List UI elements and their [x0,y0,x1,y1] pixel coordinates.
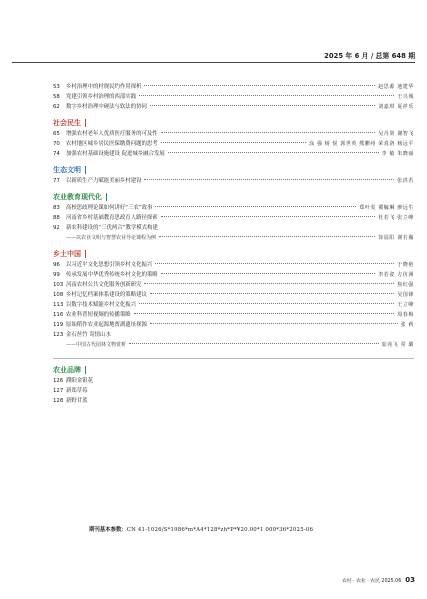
toc-entry [53,320,414,330]
journal-parameters [89,525,313,533]
leader-dots [129,343,379,344]
toc-entry [53,149,414,159]
leader-dots [150,323,398,324]
toc-entry [53,290,414,300]
toc-entry [53,396,414,406]
entry-title: 传承发展中华优秀传统乡村文化的策略 [66,272,158,278]
entry-title: 河南农村公共文化服务创新研究 [66,282,142,288]
entry-authors: 张 莉 [400,322,414,328]
entry-page-number: 126 [53,378,64,384]
leader-dots [168,152,379,153]
toc-entry [53,280,414,290]
leader-dots [144,85,375,86]
entry-page-number: 103 [53,282,64,288]
entry-title: 增强农村老年人优质医疗服务的可及性 [66,131,158,137]
section-bar [85,166,86,174]
entry-page-number: 119 [53,322,64,328]
entry-page-number: 58 [53,94,60,100]
entry-page-number: 92 [53,225,60,231]
section-title: 社会民生 [53,119,81,127]
toc-entry [53,129,414,139]
leader-dots [161,142,306,143]
toc-entry [53,386,414,396]
section-bar [85,119,86,127]
toc-entry [53,330,414,340]
section-heading [53,248,414,260]
entry-page-number: 53 [53,84,60,90]
section-title: 生态文明 [53,166,81,174]
entry-authors: 王立峰 [397,302,414,308]
toc-entry [53,260,414,270]
leader-dots [144,179,394,180]
footer-journal: 农村 · 农业 · 农民 2025.06 [341,579,402,584]
issue-label: 2025 年 6 月 / 总第 648 期 [324,52,415,60]
section-heading [53,164,414,176]
entry-page-number: 96 [53,262,60,268]
entry-page-number: 62 [53,104,60,110]
page-footer [342,576,415,584]
entry-authors: 王兴城 [397,94,414,100]
entry-page-number: 108 [53,292,64,298]
entry-title: 以新质生产力赋能美丽乡村建设 [66,178,142,184]
entry-page-number: 65 [53,131,60,137]
entry-title: 河南省乡村基础教育思政育人路径探索 [66,215,158,221]
toc-entry [53,102,414,112]
entry-authors: 张洪若 [397,178,414,184]
entry-title: 新野甘蓝 [66,398,88,404]
entry-title: 党建引领乡村治理的西部实践 [66,94,137,100]
entry-subtitle: ——以农业文明与智慧农业导论课程为例 [66,235,157,241]
entry-authors: 赵思源 池建华 [378,84,414,90]
leader-dots [155,263,394,264]
entry-authors: 李若姿 方仿洲 [378,272,414,278]
leader-dots [134,313,394,314]
leader-dots [161,273,376,274]
entry-title: 原始稻作农业起源地贾湖遗址探源 [66,322,147,328]
entry-authors: 吴丹贤 谢智飞 [378,131,414,137]
toc-entry [53,82,414,92]
entry-authors: 于晓艳 [397,262,414,268]
leader-dots [150,293,394,294]
section-heading [53,364,414,376]
entry-page-number: 113 [53,302,64,308]
entry-authors: 杜若飞 张立峰 [378,215,414,221]
entry-title: 金石丝竹 寄情山水 [66,332,111,338]
entry-authors: 周春梅 [397,312,414,318]
journal-parameters-value: CN 41-1026/S*1986*m*A4*128*zh*P*¥20.00*1 000*36*2025-06 [126,527,314,533]
toc-entry [53,270,414,280]
section-title: 农业品牌 [53,366,81,374]
entry-title: 加强农村基础设施建设 促进城乡融合发展 [66,151,165,157]
entry-authors: 茹苑飞 常 璐 [381,342,414,348]
entry-authors: 涂 强 杨 悦 郭世英 熊鹏州 荣真洛 杨远平 [309,141,414,147]
entry-page-number: 83 [53,205,60,211]
entry-title: 新农科建设的“三优两合”教学模式构建 [66,225,158,231]
entry-page-number: 128 [53,398,64,404]
entry-authors: 李 敏 朱晓丽 [381,151,414,157]
section-title: 乡土中国 [53,250,81,258]
toc-entry [53,203,414,213]
entry-title: 以习近平文化思想引领乡村文化振兴 [66,262,153,268]
leader-dots [139,95,394,96]
leader-dots [139,303,394,304]
toc-entry [53,310,414,320]
journal-parameters-label: 期刊基本参数： [89,527,127,533]
entry-page-number: 123 [53,332,64,338]
section-separator [53,358,414,359]
toc-entry [53,300,414,310]
leader-dots [150,105,375,106]
entry-title: 乡村治理中的村规民约作用探析 [66,84,142,90]
entry-authors: 刘嘉琪 夏祥乐 [378,104,414,110]
toc-entry [53,213,414,223]
entry-title: 以数字技术赋能乡村文化振兴 [66,302,137,308]
leader-dots [161,216,376,217]
entry-page-number: 99 [53,272,60,278]
section-bar [85,366,86,374]
entry-title: 数字乡村治理中硬法与软法的协同 [66,104,147,110]
leader-dots [155,206,356,207]
entry-subtitle-row [53,233,414,243]
leader-dots [159,236,375,237]
header-rule [12,62,415,63]
section-bar [85,250,86,258]
entry-page-number: 70 [53,141,60,147]
entry-title: 农村地区城乡居民医保缴费问题的思考 [66,141,158,147]
entry-authors: 焦红强 [397,282,414,288]
section-heading [53,191,414,203]
entry-page-number: 88 [53,215,60,221]
entry-title: 新郑草莓 [66,388,88,394]
section-bar [106,193,107,201]
page-number: 03 [405,576,415,584]
toc-entry [53,139,414,149]
entry-page-number: 77 [53,178,60,184]
entry-title: 濮阳金银花 [66,378,93,384]
leader-dots [161,132,376,133]
entry-title: 高校思政理论课如何讲好“三农”故事 [66,205,153,211]
entry-title: 乡村记忆档案体系建设的策略建议 [66,292,147,298]
entry-page-number: 116 [53,312,64,318]
entry-authors: 郑叶雯 冀毓琳 廖远生 [359,205,414,211]
section-title: 农业教育现代化 [53,193,102,201]
entry-page-number: 127 [53,388,64,394]
entry-authors: 徐晨阳 谢若瀚 [378,235,414,241]
leader-dots [144,283,394,284]
table-of-contents [53,82,414,406]
entry-subtitle-row [53,340,414,350]
toc-entry [53,176,414,186]
toc-entry [53,376,414,386]
entry-title: 农业科普短视频的传播策略 [66,312,131,318]
toc-entry [53,92,414,102]
toc-entry [53,223,414,233]
entry-subtitle: ——中国古代园林文物赏析 [66,342,127,348]
entry-page-number: 74 [53,151,60,157]
section-gap [53,350,414,355]
section-heading [53,117,414,129]
entry-authors: 吴国锋 [397,292,414,298]
